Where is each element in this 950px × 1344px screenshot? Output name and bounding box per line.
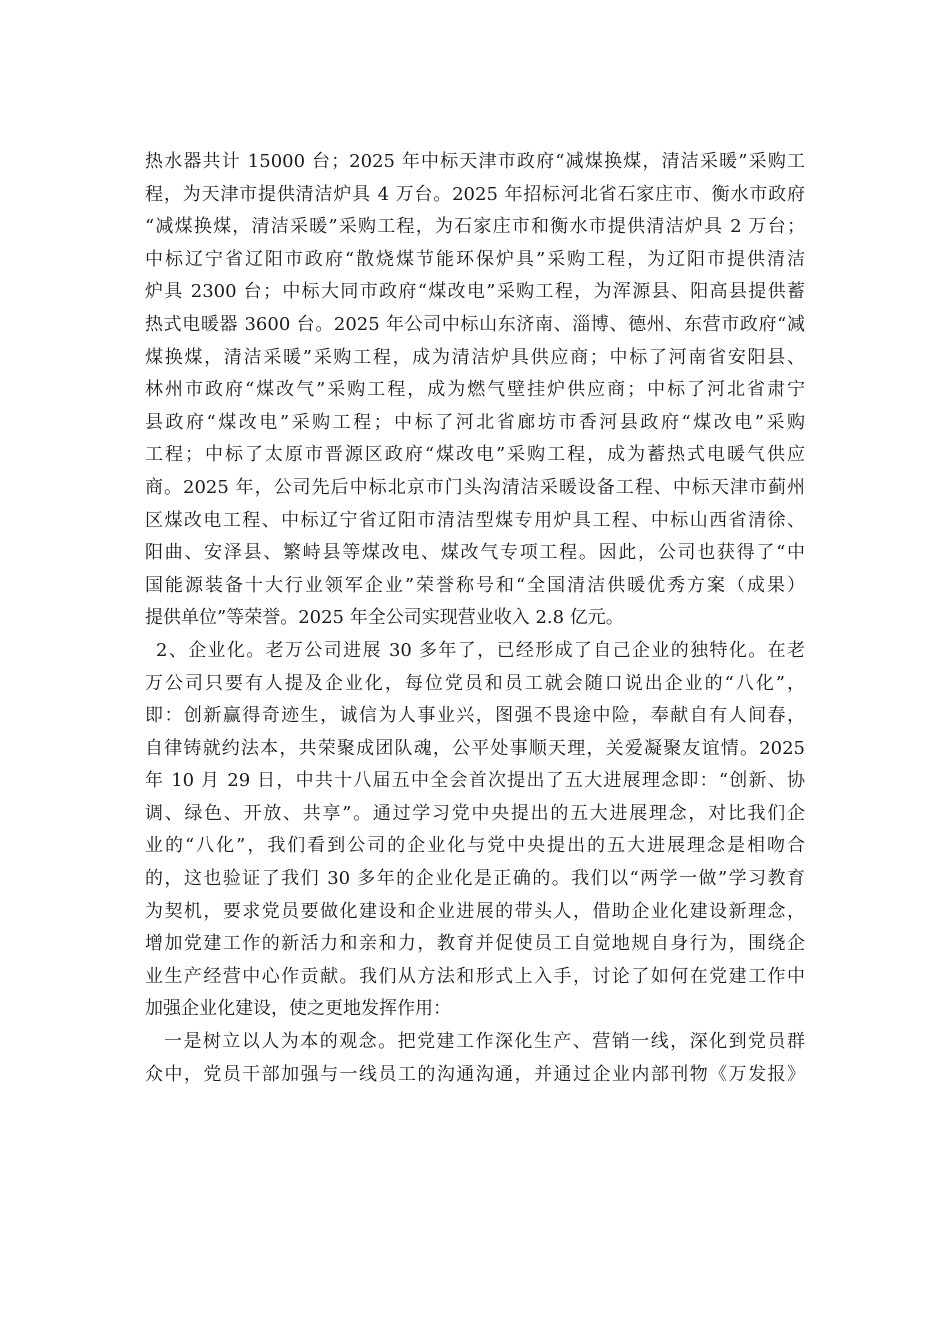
- text-line: 万公司只要有人提及企业化，每位党员和员工就会随口说出企业的“八化”，: [145, 672, 805, 694]
- text-line: 林州市政府“煤改气”采购工程，成为燃气壁挂炉供应商；中标了河北省肃宁: [145, 379, 805, 401]
- document-body: [145, 146, 805, 1091]
- paragraph-start-line: 一是树立以人为本的观念。把党建工作深化生产、营销一线，深化到党员群: [164, 1031, 805, 1053]
- text-line: 煤换煤，清洁采暖”采购工程，成为清洁炉具供应商；中标了河南省安阳县、: [145, 346, 805, 368]
- text-line: 程，为天津市提供清洁炉具 4 万台。2025 年招标河北省石家庄市、衡水市政府: [145, 183, 805, 205]
- text-line: 商。2025 年，公司先后中标北京市门头沟清洁采暖设备工程、中标天津市蓟州: [145, 476, 805, 498]
- text-line: 调、绿色、开放、共享”。通过学习党中央提出的五大进展理念，对比我们企: [145, 802, 805, 824]
- text-line: 自律铸就约法本，共荣聚成团队魂，公平处事顺天理，关爱凝聚友谊情。2025: [145, 737, 805, 759]
- paragraph-start-line: 2、企业化。老万公司进展 30 多年了，已经形成了自己企业的独特化。在老: [156, 639, 805, 661]
- text-line: 热式电暖器 3600 台。2025 年公司中标山东济南、淄博、德州、东营市政府“减: [145, 313, 805, 335]
- text-line: 国能源装备十大行业领军企业”荣誉称号和“全国清洁供暖优秀方案（成果）: [145, 574, 805, 596]
- text-line: 年 10 月 29 日，中共十八届五中全会首次提出了五大进展理念即：“创新、协: [145, 770, 805, 792]
- text-line: 阳曲、安泽县、繁峙县等煤改电、煤改气专项工程。因此，公司也获得了“中: [145, 542, 805, 564]
- text-line: 增加党建工作的新活力和亲和力，教育并促使员工自觉地规自身行为，围绕企: [145, 933, 805, 955]
- text-line: 炉具 2300 台；中标大同市政府“煤改电”采购工程，为浑源县、阳高县提供蓄: [145, 281, 805, 303]
- text-line: 的，这也验证了我们 30 多年的企业化是正确的。我们以“两学一做”学习教育: [145, 868, 805, 890]
- text-line: 提供单位”等荣誉。2025 年全公司实现营业收入 2.8 亿元。: [145, 607, 624, 629]
- text-line: 业的“八化”，我们看到公司的企业化与党中央提出的五大进展理念是相吻合: [145, 835, 805, 857]
- text-line: 为契机，要求党员要做化建设和企业进展的带头人，借助企业化建设新理念，: [145, 900, 805, 922]
- text-line: 业生产经营中心作贡献。我们从方法和形式上入手，讨论了如何在党建工作中: [145, 965, 805, 987]
- text-line: 加强企业化建设，使之更地发挥作用：: [145, 998, 451, 1020]
- text-line: 工程；中标了太原市晋源区政府“煤改电”采购工程，成为蓄热式电暖气供应: [145, 444, 805, 466]
- text-line: 县政府“煤改电”采购工程；中标了河北省廊坊市香河县政府“煤改电”采购: [145, 411, 805, 433]
- text-line: 中标辽宁省辽阳市政府“散烧煤节能环保炉具”采购工程，为辽阳市提供清洁: [145, 248, 805, 270]
- text-line: 区煤改电工程、中标辽宁省辽阳市清洁型煤专用炉具工程、中标山西省清徐、: [145, 509, 805, 531]
- text-line: “减煤换煤，清洁采暖”采购工程，为石家庄市和衡水市提供清洁炉具 2 万台；: [145, 216, 805, 238]
- text-line: 众中，党员干部加强与一线员工的沟通沟通，并通过企业内部刊物《万发报》: [145, 1063, 805, 1085]
- text-line: 热水器共计 15000 台；2025 年中标天津市政府“减煤换煤，清洁采暖”采购工: [145, 151, 805, 172]
- text-line: 即：创新赢得奇迹生，诚信为人事业兴，图强不畏途中险，奉献自有人间春，: [145, 705, 805, 727]
